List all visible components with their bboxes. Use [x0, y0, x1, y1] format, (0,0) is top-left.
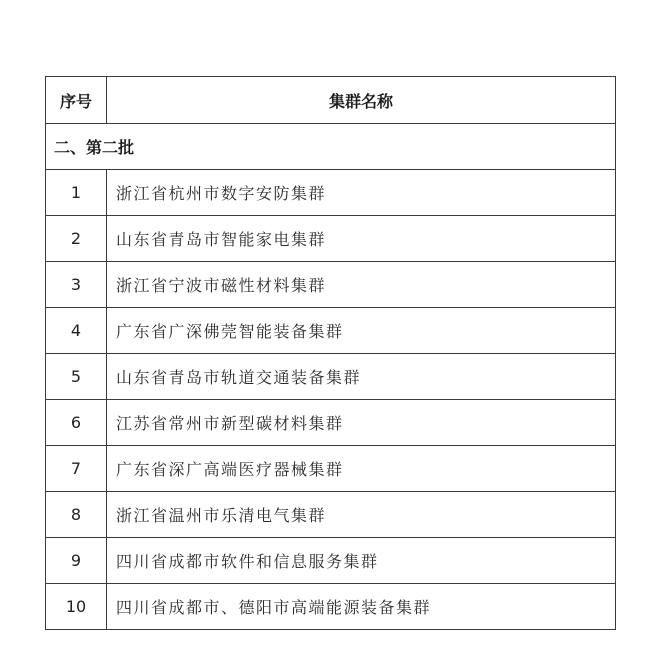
table-row: [46, 262, 616, 308]
table-row: [46, 308, 616, 354]
section-title: 二、第二批: [46, 124, 616, 170]
row-cluster-name: 浙江省宁波市磁性材料集群: [107, 262, 616, 308]
row-cluster-name: 四川省成都市软件和信息服务集群: [107, 538, 616, 584]
row-cluster-name: 浙江省杭州市数字安防集群: [107, 170, 616, 216]
section-row: [46, 124, 616, 170]
row-cluster-name: 四川省成都市、德阳市高端能源装备集群: [107, 584, 616, 630]
cluster-table: [45, 76, 616, 630]
table-row: [46, 492, 616, 538]
row-index: 10: [46, 584, 107, 630]
row-index: 5: [46, 354, 107, 400]
table-row: [46, 584, 616, 630]
row-index: 3: [46, 262, 107, 308]
row-cluster-name: 山东省青岛市轨道交通装备集群: [107, 354, 616, 400]
row-index: 2: [46, 216, 107, 262]
header-cluster-name: 集群名称: [107, 77, 616, 124]
row-index: 7: [46, 446, 107, 492]
table-row: [46, 400, 616, 446]
row-cluster-name: 江苏省常州市新型碳材料集群: [107, 400, 616, 446]
row-index: 1: [46, 170, 107, 216]
table-row: [46, 538, 616, 584]
table-row: [46, 354, 616, 400]
table-row: [46, 446, 616, 492]
row-index: 9: [46, 538, 107, 584]
row-cluster-name: 广东省广深佛莞智能装备集群: [107, 308, 616, 354]
row-index: 4: [46, 308, 107, 354]
table-row: [46, 170, 616, 216]
row-cluster-name: 浙江省温州市乐清电气集群: [107, 492, 616, 538]
header-index: 序号: [46, 77, 107, 124]
row-index: 6: [46, 400, 107, 446]
row-cluster-name: 山东省青岛市智能家电集群: [107, 216, 616, 262]
row-index: 8: [46, 492, 107, 538]
table-header-row: [46, 77, 616, 124]
table-row: [46, 216, 616, 262]
row-cluster-name: 广东省深广高端医疗器械集群: [107, 446, 616, 492]
